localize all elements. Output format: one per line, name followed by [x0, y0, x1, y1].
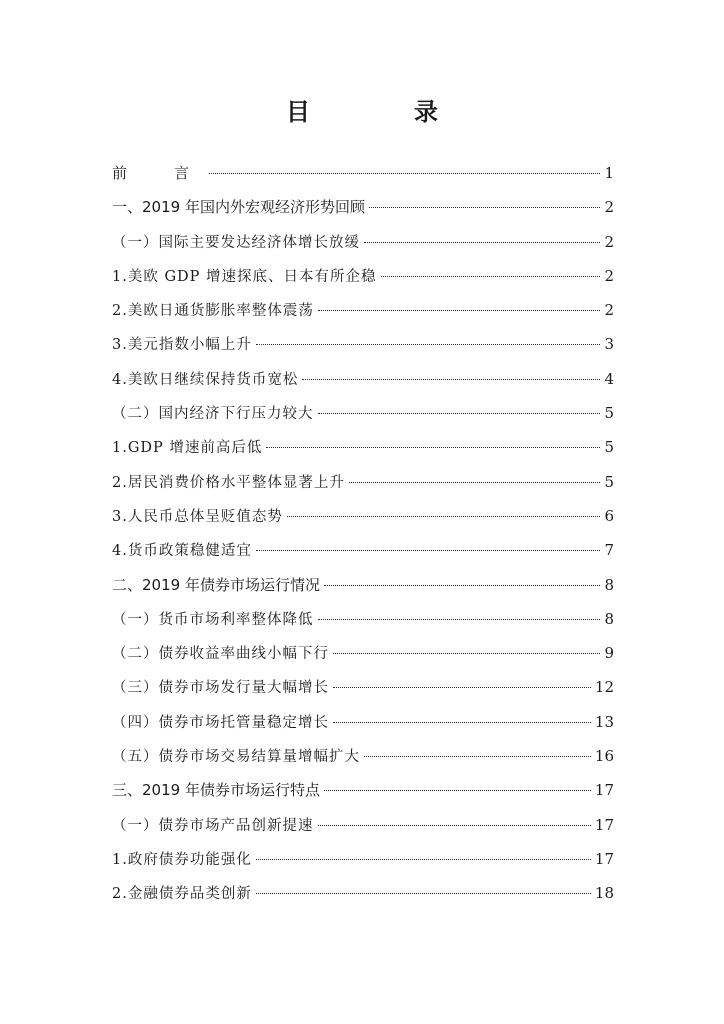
toc-entry-page-number: 17	[594, 781, 614, 800]
toc-entry-page-number: 5	[604, 472, 614, 491]
toc-entry-label: （四）债券市场托管量稳定增长	[112, 714, 329, 731]
page-title: 目 录	[286, 98, 478, 126]
toc-entry[interactable]	[112, 402, 614, 436]
toc-entry-label: 一、2019 年国内外宏观经济形势回顾	[112, 198, 365, 217]
toc-entry-page-number: 2	[604, 266, 614, 285]
toc-dot-leader	[324, 790, 591, 791]
toc-entry-label: 4.美欧日继续保持货币宽松	[112, 371, 299, 388]
toc-entry-label: 前 言	[112, 164, 206, 182]
toc-entry-label: 2.金融债券品类创新	[112, 886, 252, 903]
toc-entry-label: 2.美欧日通货膨胀率整体震荡	[112, 303, 314, 320]
toc-dot-leader	[333, 653, 600, 654]
toc-entry-page-number: 5	[604, 438, 614, 457]
toc-entry-page-number: 1	[604, 164, 614, 182]
toc-dot-leader	[369, 207, 601, 208]
toc-entry-label: 3.人民币总体呈贬值态势	[112, 508, 283, 525]
toc-entry-label: 2.居民消费价格水平整体显著上升	[112, 474, 345, 491]
toc-entry[interactable]	[112, 265, 614, 299]
toc-entry-label: （一）国际主要发达经济体增长放缓	[112, 234, 360, 251]
toc-dot-leader	[302, 379, 600, 380]
toc-entry-page-number: 8	[604, 575, 614, 594]
toc-entry[interactable]	[112, 162, 614, 196]
toc-entry[interactable]	[112, 882, 614, 916]
toc-entry[interactable]	[112, 676, 614, 710]
toc-entry-label: （五）债券市场交易结算量增幅扩大	[112, 749, 360, 766]
toc-dot-leader	[287, 516, 601, 517]
toc-dot-leader	[256, 344, 601, 345]
toc-dot-leader	[364, 756, 591, 757]
toc-entry[interactable]	[112, 848, 614, 882]
toc-entry[interactable]	[112, 574, 614, 608]
toc-entry[interactable]	[112, 505, 614, 539]
toc-entry[interactable]	[112, 471, 614, 505]
toc-dot-leader	[333, 687, 591, 688]
toc-entry-label: 二、2019 年债券市场运行情况	[112, 575, 320, 594]
toc-dot-leader	[318, 619, 601, 620]
toc-entry-label: 1.政府债券功能强化	[112, 851, 252, 868]
toc-dot-leader	[364, 242, 600, 243]
toc-entry-page-number: 6	[604, 506, 614, 525]
toc-entry[interactable]	[112, 539, 614, 573]
toc-entry-label: 三、2019 年债券市场运行特点	[112, 781, 320, 800]
toc-dot-leader	[349, 482, 601, 483]
toc-dot-leader	[209, 173, 600, 174]
toc-entry-page-number: 2	[604, 301, 614, 320]
toc-dot-leader	[318, 310, 601, 311]
toc-entry-label: （三）债券市场发行量大幅增长	[112, 680, 329, 697]
toc-entry-page-number: 16	[594, 747, 614, 766]
toc-entry[interactable]	[112, 779, 614, 813]
toc-dot-leader	[256, 893, 591, 894]
toc-entry[interactable]	[112, 436, 614, 470]
toc-dot-leader	[256, 859, 591, 860]
toc-dot-leader	[333, 722, 591, 723]
toc-entry-page-number: 18	[594, 884, 614, 903]
toc-entry[interactable]	[112, 333, 614, 367]
toc-entry[interactable]	[112, 642, 614, 676]
toc-entry-label: （二）债券收益率曲线小幅下行	[112, 646, 329, 663]
toc-entry[interactable]	[112, 814, 614, 848]
toc-entry-label: 1.GDP 增速前高后低	[112, 440, 263, 457]
toc-entry-label: 4.货币政策稳健适宜	[112, 543, 252, 560]
toc-entry-page-number: 17	[594, 815, 614, 834]
toc-entry-page-number: 5	[604, 404, 614, 423]
toc-entry-page-number: 12	[594, 678, 614, 697]
toc-entry[interactable]	[112, 368, 614, 402]
toc-entry-label: （二）国内经济下行压力较大	[112, 406, 314, 423]
toc-entry[interactable]	[112, 745, 614, 779]
toc-entry-page-number: 2	[604, 198, 614, 217]
toc-entry-page-number: 4	[604, 369, 614, 388]
toc-entry[interactable]	[112, 231, 614, 265]
toc-entry-label: 3.美元指数小幅上升	[112, 337, 252, 354]
toc-entry[interactable]	[112, 196, 614, 230]
toc-entry-page-number: 3	[604, 335, 614, 354]
toc-entry-page-number: 8	[604, 609, 614, 628]
toc-dot-leader	[256, 550, 601, 551]
toc-dot-leader	[266, 447, 600, 448]
toc-entry-page-number: 7	[604, 541, 614, 560]
toc-entry-label: 1.美欧 GDP 增速探底、日本有所企稳	[112, 268, 377, 285]
toc-entry-label: （一）货币市场利率整体降低	[112, 611, 314, 628]
toc-entry-page-number: 2	[604, 232, 614, 251]
toc-dot-leader	[318, 825, 591, 826]
toc-entry[interactable]	[112, 711, 614, 745]
toc-entry-page-number: 9	[604, 644, 614, 663]
toc-entry[interactable]	[112, 608, 614, 642]
toc-dot-leader	[324, 585, 601, 586]
table-of-contents	[112, 162, 614, 917]
toc-dot-leader	[381, 276, 601, 277]
toc-dot-leader	[318, 413, 601, 414]
toc-entry-page-number: 17	[594, 849, 614, 868]
toc-entry-page-number: 13	[594, 712, 614, 731]
toc-entry[interactable]	[112, 299, 614, 333]
toc-entry-label: （一）债券市场产品创新提速	[112, 817, 314, 834]
